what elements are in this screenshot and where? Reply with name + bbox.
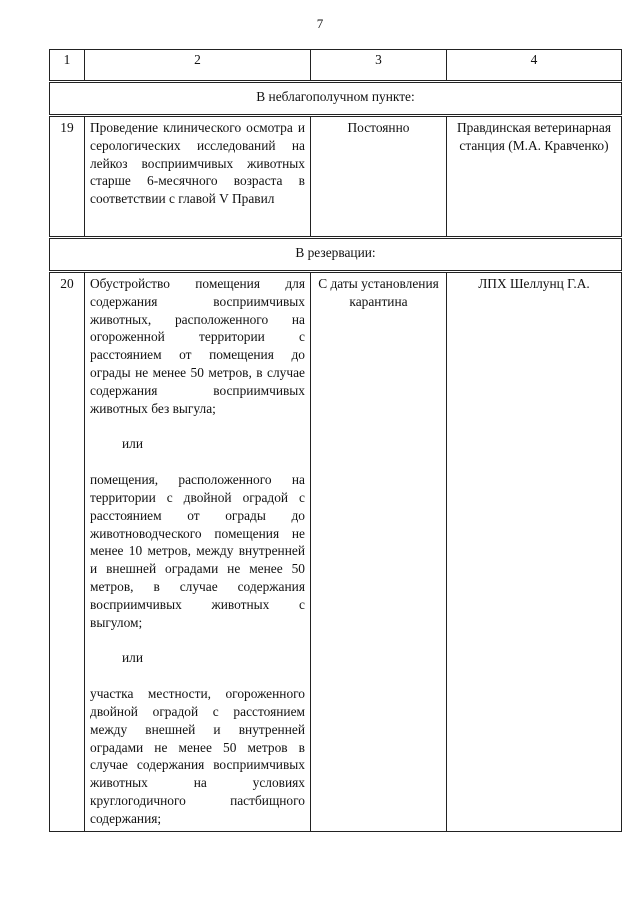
- or-separator: или: [122, 650, 144, 666]
- row-number: 19: [50, 116, 85, 238]
- row-description: [85, 116, 311, 238]
- measures-table: [49, 49, 622, 832]
- table-header-row: [50, 50, 622, 82]
- page-number: 7: [316, 16, 324, 31]
- description-text: Проведение клинического осмотра и серологических исследований на лейкоз восприимчивых животных старше 6-месячного возраста в соответствии с главой V Правил: [90, 120, 305, 207]
- or-separator: или: [122, 436, 144, 452]
- column-header-1: 1: [50, 50, 85, 82]
- table-row: [50, 116, 622, 238]
- row-responsible: Правдинская ветеринарная станция (М.А. Кравченко): [447, 116, 622, 238]
- section-title-unfavorable: В неблагополучном пункте:: [50, 82, 622, 116]
- section-title-reservation: В резервации:: [50, 238, 622, 272]
- description-text: участка местности, огороженного двойной оградой с расстоянием между внешней и внутренней оградами не менее 50 метров в случае содержания восприимчивых животных на условиях круглогодичного пастбищного содержания;: [90, 686, 305, 826]
- table-row: [50, 272, 622, 832]
- row-number: 20: [50, 272, 85, 832]
- row-description: [85, 272, 311, 832]
- column-header-4: 4: [447, 50, 622, 82]
- row-deadline: Постоянно: [311, 116, 447, 238]
- row-responsible: ЛПХ Шеллунц Г.А.: [447, 272, 622, 832]
- column-header-3: 3: [311, 50, 447, 82]
- section-row-unfavorable: [50, 82, 622, 116]
- section-row-reservation: [50, 238, 622, 272]
- description-text: помещения, расположенного на территории с двойной оградой с расстоянием от ограды до животноводческого помещения не менее 10 метров, между внутренней и внешней оградами не менее 50 метров, в случае содержания восприимчивых животных с выгулом;: [90, 472, 305, 630]
- row-deadline: С даты установления карантина: [311, 272, 447, 832]
- column-header-2: 2: [85, 50, 311, 82]
- description-text: Обустройство помещения для содержания восприимчивых животных, расположенного на огороженной территории с расстоянием от помещения до ограды не менее 50 метров, в случае содержания восприимчивых животных без выгула;: [90, 276, 305, 416]
